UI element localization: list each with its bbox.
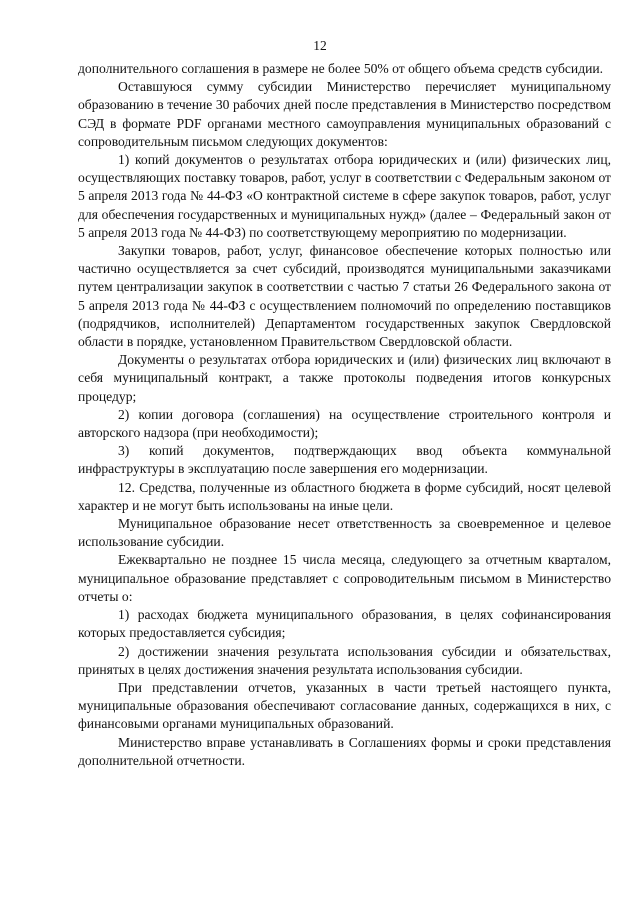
page-number: 12	[313, 38, 327, 53]
paragraph-subsidy-advance-end: дополнительного соглашения в размере не более 50% от общего объема средств субсидии.	[78, 61, 604, 76]
paragraph-procurement-centralization: Закупки товаров, работ, услуг, финансовое обеспечение которых полностью или частично осуществляется за счет субсидий, производятся муниципальными заказчиками путем централизации закупок в соответствии с частью 7 статьи 26 Федерального закона от 5 апреля 2013 года № 44-ФЗ с осуществлением полномочий по определению поставщиков (подрядчиков, исполнителей) Департаментом государственных закупок Свердловской области в порядке, установленном Правительством Свердловской области.	[78, 243, 611, 350]
paragraph-report-item-1-expenses: 1) расходах бюджета муниципального образования, в целях софинансирования которых предоставляется субсидия;	[78, 607, 611, 641]
paragraph-remaining-subsidy: Оставшуюся сумму субсидии Министерство перечисляет муниципальному образованию в течение 30 рабочих дней после представления в Министерство посредством СЭД в формате PDF органами местного самоуправления муниципальных образований с сопроводительным письмом следующих документов:	[78, 79, 611, 149]
paragraph-quarterly-reports: Ежеквартально не позднее 15 числа месяца, следующего за отчетным кварталом, муниципальное образование представляет с сопроводительным письмом в Министерство отчеты о:	[78, 552, 611, 604]
paragraph-report-item-2-results: 2) достижении значения результата использования субсидии и обязательствах, принятых в целях достижения значения результата использования субсидии.	[78, 643, 611, 677]
paragraph-data-agreement: При представлении отчетов, указанных в части третьей настоящего пункта, муниципальные образования обеспечивают согласование данных, содержащихся в них, с финансовыми органами муниципальных образований.	[78, 679, 611, 732]
paragraph-item-1-selection-results: 1) копий документов о результатах отбора юридических и (или) физических лиц, осуществляющих поставку товаров, работ, услуг в соответствии с Федеральным законом от 5 апреля 2013 года № 44-ФЗ «О контрактной системе в сфере закупок товаров, работ, услуг для обеспечения государственных и муниципальных нужд» (далее – Федеральный закон от 5 апреля 2013 года № 44-ФЗ) по соответствующему мероприятию по модернизации.	[78, 152, 611, 240]
paragraph-item-3-commissioning: 3) копий документов, подтверждающих ввод объекта коммунальной инфраструктуры в эксплуатацию после завершения его модернизации.	[78, 443, 611, 477]
paragraph-selection-documents: Документы о результатах отбора юридических и (или) физических лиц включают в себя муниципальный контракт, а также протоколы подведения итогов конкурсных процедур;	[78, 352, 611, 404]
paragraph-item-2-construction-control: 2) копии договора (соглашения) на осуществление строительного контроля и авторского надзора (при необходимости);	[78, 406, 611, 441]
paragraph-clause-12-target-use: 12. Средства, полученные из областного бюджета в форме субсидий, носят целевой характер и не могут быть использованы на иные цели.	[78, 479, 611, 513]
paragraph-additional-reporting: Министерство вправе устанавливать в Соглашениях формы и сроки представления дополнительной отчетности.	[78, 734, 611, 768]
document-body	[78, 60, 611, 770]
paragraph-responsibility: Муниципальное образование несет ответственность за своевременное и целевое использование субсидии.	[78, 516, 611, 550]
